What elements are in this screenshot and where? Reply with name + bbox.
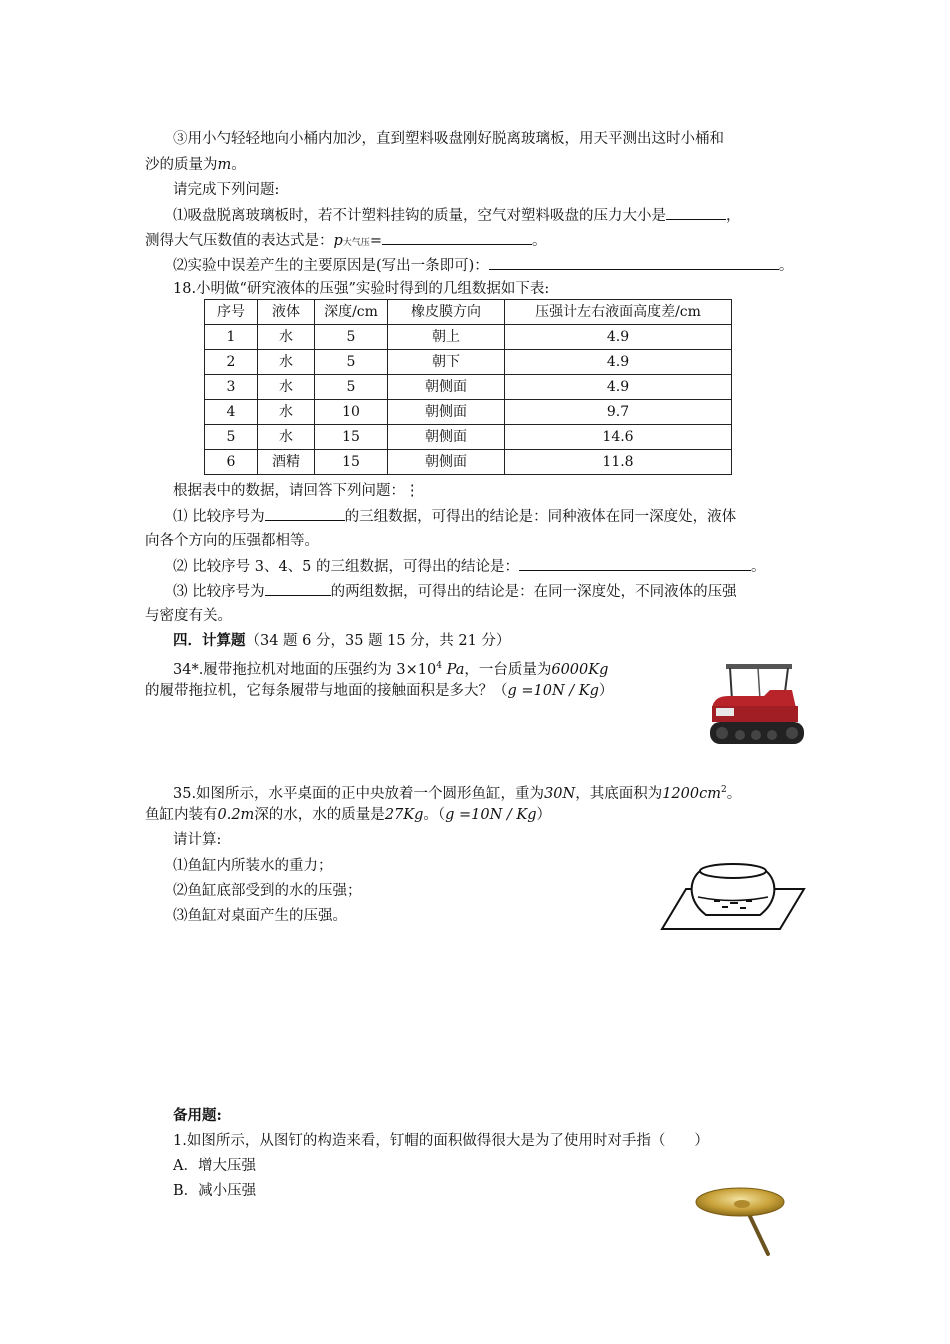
option-b: B．减小压强 bbox=[173, 1183, 257, 1199]
table-header: 压强计左右液面高度差/cm bbox=[505, 300, 732, 325]
table-row bbox=[205, 350, 732, 375]
table-cell: 15 bbox=[315, 425, 388, 450]
table-cell: 4.9 bbox=[505, 375, 732, 400]
table-row bbox=[205, 425, 732, 450]
backup-heading: 备用题: bbox=[173, 1107, 222, 1124]
q18-sub1-cont: 向各个方向的压强都相等。 bbox=[145, 533, 319, 549]
q18-sub2: ⑵ 比较序号 3、4、5 的三组数据，可得出的结论是： 。 bbox=[173, 556, 766, 577]
q35-item: ⑴鱼缸内所装水的重力； bbox=[173, 858, 333, 874]
q18-sub3-cont: 与密度有关。 bbox=[145, 608, 232, 624]
table-row bbox=[205, 325, 732, 350]
table-cell: 1 bbox=[205, 325, 258, 350]
q35-item: ⑵鱼缸底部受到的水的压强； bbox=[173, 883, 362, 899]
answer-blank[interactable] bbox=[265, 506, 345, 521]
q18-intro: 18.小明做“研究液体的压强”实验时得到的几组数据如下表: bbox=[173, 281, 550, 297]
table-header: 橡皮膜方向 bbox=[388, 300, 505, 325]
table-cell: 14.6 bbox=[505, 425, 732, 450]
q18-after: 根据表中的数据，请回答下列问题：⋮ bbox=[173, 483, 420, 499]
answer-blank[interactable] bbox=[382, 230, 532, 245]
data-table bbox=[204, 299, 732, 475]
table-cell: 4.9 bbox=[505, 350, 732, 375]
backup-question-1: 1.如图所示，从图钉的构造来看，钉帽的面积做得很大是为了使用时对手指（ ） bbox=[173, 1133, 709, 1149]
thumbtack-figure bbox=[688, 1182, 798, 1258]
table-cell: 朝上 bbox=[388, 325, 505, 350]
q34-line2: 的履带拖拉机，它每条履带与地面的接触面积是多大？（g =10N / Kg） bbox=[145, 683, 614, 699]
table-cell: 15 bbox=[315, 450, 388, 475]
tractor-figure bbox=[706, 656, 810, 750]
section-heading: 四．计算题（34 题 6 分，35 题 15 分，共 21 分） bbox=[173, 632, 511, 649]
q35-prompt: 请计算: bbox=[173, 832, 222, 848]
answer-blank[interactable] bbox=[519, 556, 751, 571]
table-cell: 5 bbox=[315, 325, 388, 350]
table-cell: 朝侧面 bbox=[388, 375, 505, 400]
table-cell: 朝下 bbox=[388, 350, 505, 375]
q17-prompt: 请完成下列问题: bbox=[173, 182, 280, 198]
table-cell: 6 bbox=[205, 450, 258, 475]
option-a: A．增大压强 bbox=[173, 1158, 256, 1174]
table-cell: 水 bbox=[258, 400, 315, 425]
q17-part2: ⑵实验中误差产生的主要原因是(写出一条即可)： 。 bbox=[173, 255, 793, 276]
table-cell: 10 bbox=[315, 400, 388, 425]
table-cell: 3 bbox=[205, 375, 258, 400]
table-header: 序号 bbox=[205, 300, 258, 325]
table-cell: 4 bbox=[205, 400, 258, 425]
answer-blank[interactable] bbox=[666, 205, 726, 220]
table-cell: 4.9 bbox=[505, 325, 732, 350]
fish-tank-figure bbox=[660, 857, 806, 933]
table-cell: 5 bbox=[315, 375, 388, 400]
q35-line2: 鱼缸内装有0.2m深的水，水的质量是27Kg。（g =10N / Kg） bbox=[145, 807, 552, 823]
table-cell: 朝侧面 bbox=[388, 450, 505, 475]
table-cell: 水 bbox=[258, 425, 315, 450]
table-row bbox=[205, 400, 732, 425]
q17-part1: ⑴吸盘脱离玻璃板时，若不计塑料挂钩的质量，空气对塑料吸盘的压力大小是 ， bbox=[173, 205, 741, 226]
table-cell: 水 bbox=[258, 350, 315, 375]
answer-blank[interactable] bbox=[489, 255, 779, 270]
q34-line1: 34*.履带拖拉机对地面的压强约为 $3\times 10^4$ Pa，一台质量为6000Kg bbox=[173, 661, 609, 678]
table-row bbox=[205, 375, 732, 400]
table-header: 深度/cm bbox=[315, 300, 388, 325]
table-cell: 5 bbox=[315, 350, 388, 375]
q17-step3: ③用小勺轻轻地向小桶内加沙，直到塑料吸盘刚好脱离玻璃板，用天平测出这时小桶和 bbox=[173, 131, 724, 147]
table-cell: 朝侧面 bbox=[388, 400, 505, 425]
table-cell: 9.7 bbox=[505, 400, 732, 425]
q35-line1: 35.如图所示，水平桌面的正中央放着一个圆形鱼缸，重为30N，其底面积为$1200cm^2$。 bbox=[173, 785, 742, 802]
q35-item: ⑶鱼缸对桌面产生的压强。 bbox=[173, 908, 347, 924]
table-cell: 水 bbox=[258, 325, 315, 350]
table-cell: 11.8 bbox=[505, 450, 732, 475]
table-cell: 5 bbox=[205, 425, 258, 450]
table-header: 液体 bbox=[258, 300, 315, 325]
q18-sub3: ⑶ 比较序号为 的两组数据，可得出的结论是：在同一深度处，不同液体的压强 bbox=[173, 581, 737, 602]
q17-step3-cont: 沙的质量为m。 bbox=[145, 157, 246, 173]
table-cell: 朝侧面 bbox=[388, 425, 505, 450]
table-header-row bbox=[205, 300, 732, 325]
q17-part1-expression: 测得大气压数值的表达式是：p大气压= 。 bbox=[145, 230, 546, 253]
table-row bbox=[205, 450, 732, 475]
q18-sub1: ⑴ 比较序号为 的三组数据，可得出的结论是：同种液体在同一深度处，液体 bbox=[173, 506, 736, 527]
table-cell: 水 bbox=[258, 375, 315, 400]
answer-blank[interactable] bbox=[265, 581, 331, 596]
table-cell: 2 bbox=[205, 350, 258, 375]
table-cell: 酒精 bbox=[258, 450, 315, 475]
